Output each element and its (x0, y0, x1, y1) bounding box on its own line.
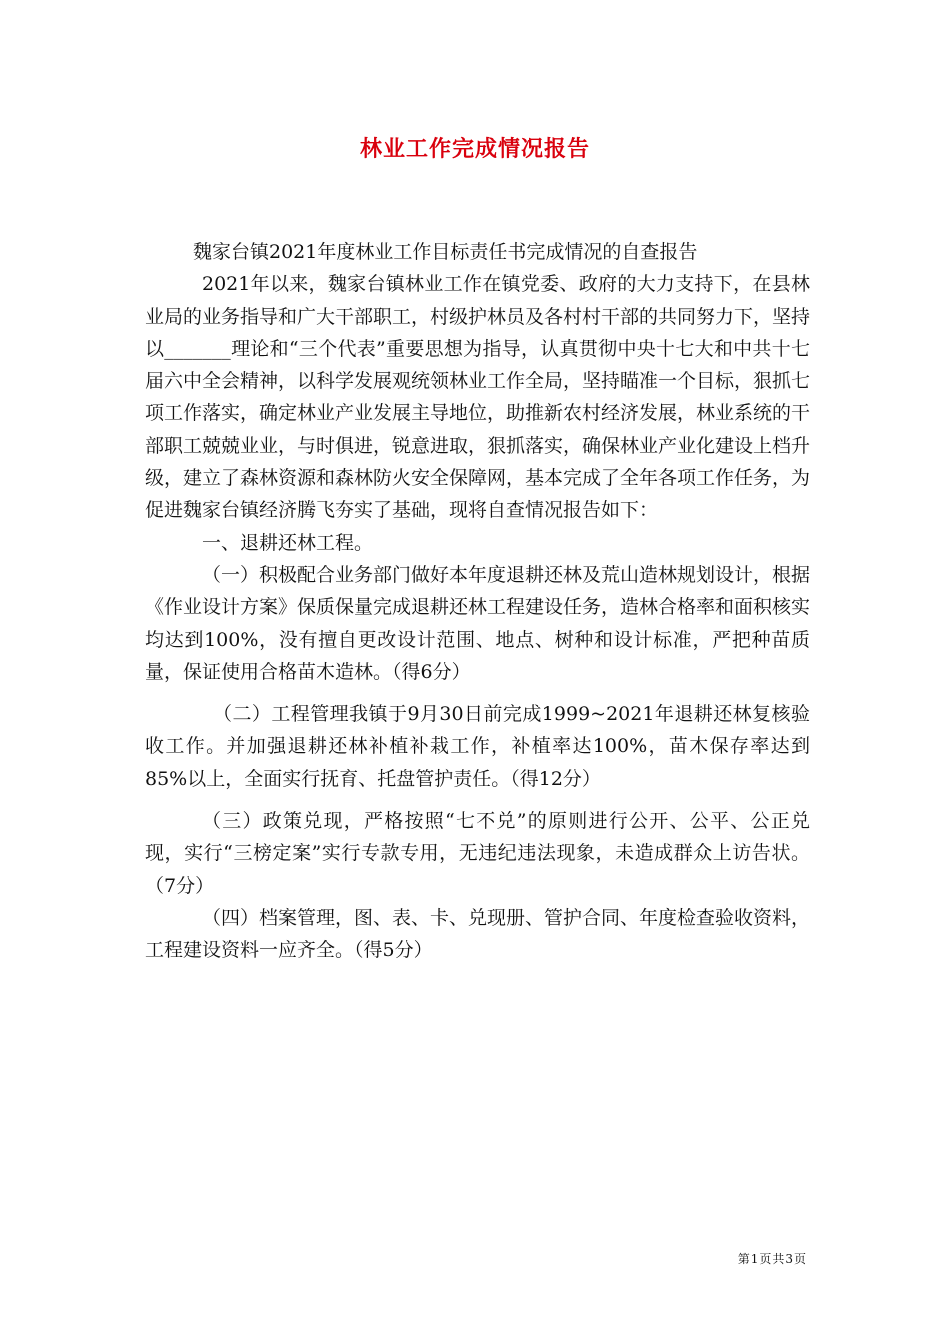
intro-paragraph: 2021年以来，魏家台镇林业工作在镇党委、政府的大力支持下，在县林业局的业务指导和广大干部职工，村级护林员及各村村干部的共同努力下，坚持以_______理论和“三个代表”重要思想为指导，认真贯彻中央十七大和中共十七届六中全会精神，以科学发展观统领林业工作全局，坚持瞄准一个目标，狠抓七项工作落实，确定林业产业发展主导地位，助推新农村经济发展，林业系统的干部职工兢兢业业，与时俱进，锐意进取，狠抓落实，确保林业产业化建设上档升级，建立了森林资源和森林防火安全保障网，基本完成了全年各项工作任务，为促进魏家台镇经济腾飞夯实了基础，现将自查情况报告如下： (145, 273, 811, 522)
report-subtitle: 魏家台镇2021年度林业工作目标责任书完成情况的自查报告 (193, 241, 698, 263)
section-heading: 一、退耕还林工程。 (202, 531, 374, 554)
item-paragraph: （四）档案管理，图、表、卡、兑现册、管护合同、年度检查验收资料，工程建设资料一应齐全。（得5分） (145, 906, 811, 962)
item-paragraph: （二）工程管理我镇于9月30日前完成1999~2021年退耕还林复核验收工作。并加强退耕还林补植补栽工作，补植率达100%，苗木保存率达到85%以上，全面实行抚育、托盘管护责任。（得12分） (145, 703, 810, 790)
item-paragraph: （三）政策兑现，严格按照“七不兑”的原则进行公开、公平、公正兑现，实行“三榜定案”实行专款专用，无违纪违法现象，未造成群众上访告状。（7分） (145, 810, 810, 897)
page-indicator: 第1页共3页 (737, 1252, 807, 1266)
item-paragraph: （一）积极配合业务部门做好本年度退耕还林及荒山造林规划设计，根据《作业设计方案》保质保量完成退耕还林工程建设任务，造林合格率和面积核实均达到100%，没有擅自更改设计范围、地点、树种和设计标准，严把种苗质量，保证使用合格苗木造林。（得6分） (145, 563, 811, 683)
document-title: 林业工作完成情况报告 (359, 136, 590, 162)
document-body (145, 236, 810, 967)
